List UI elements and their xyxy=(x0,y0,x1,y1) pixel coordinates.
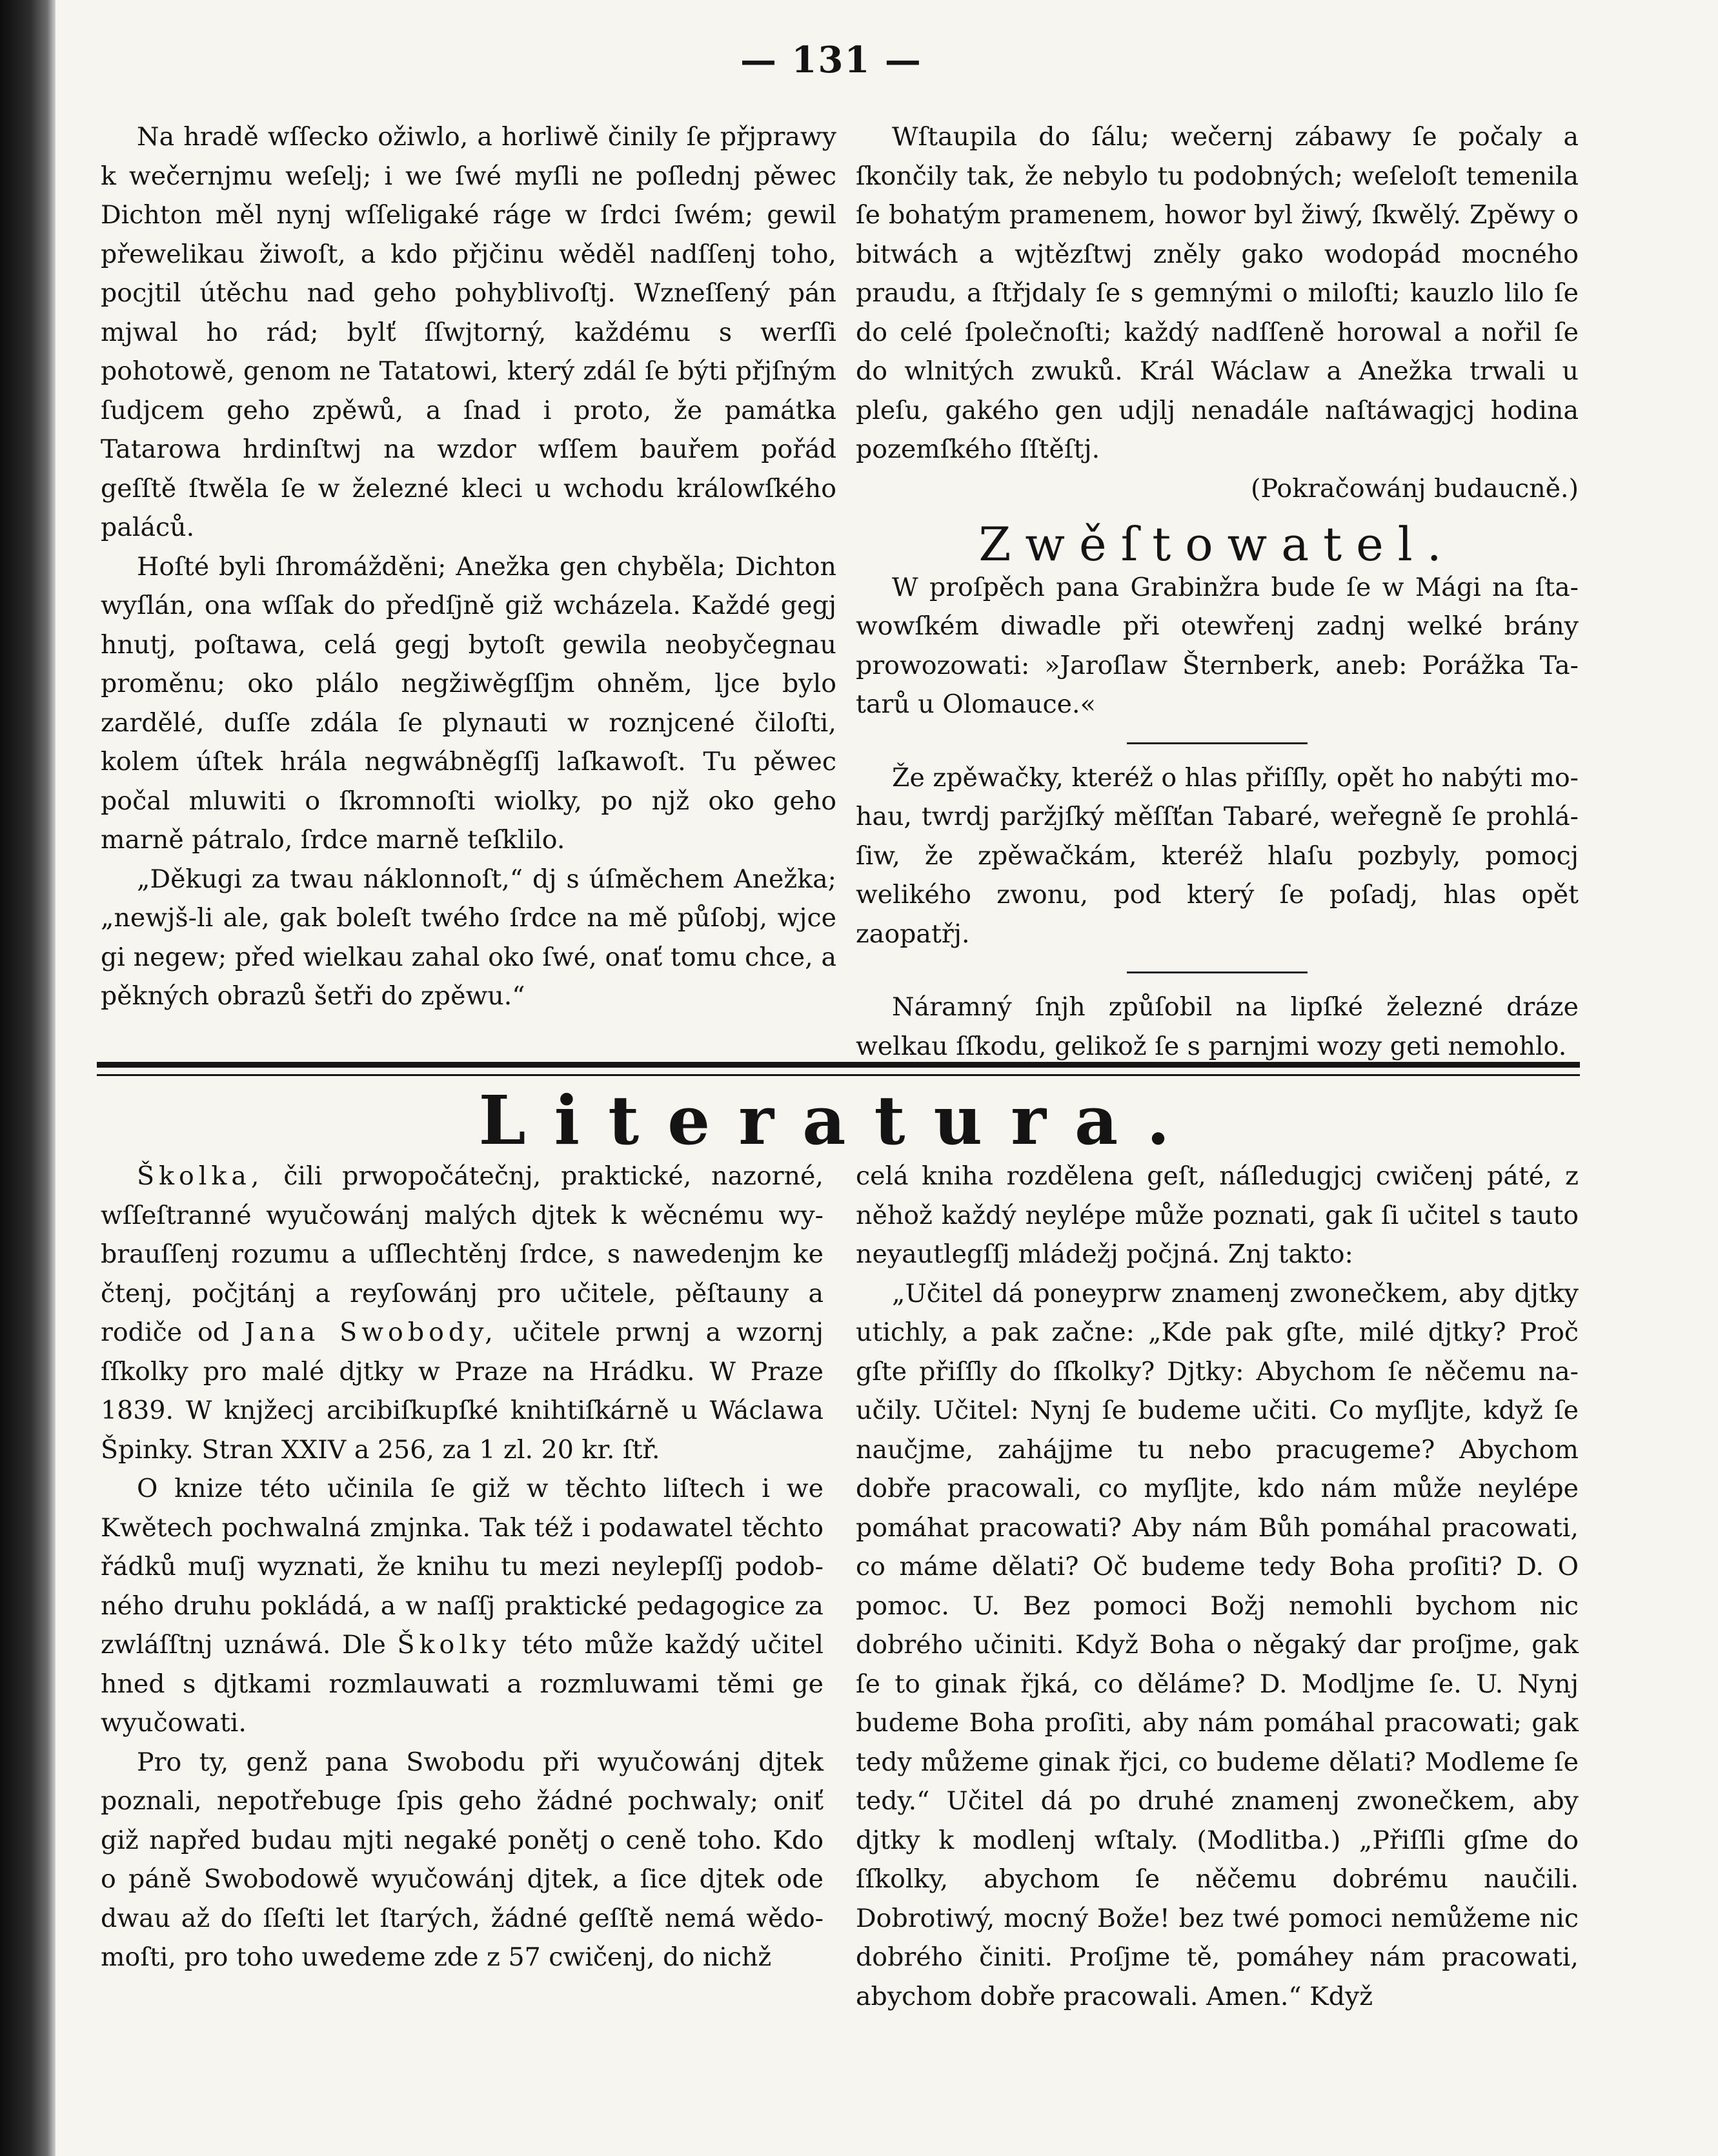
continuation-note: (Pokračowánj budaucně.) xyxy=(1251,473,1579,503)
page-number: — 131 — xyxy=(740,39,922,81)
section-rule-thin xyxy=(97,1074,1580,1076)
review-paragraph-3: Pro ty, genž pana Swobodu při wyučowánj djtek poznali, nepotřebuge ſpis geho žádné pochwaly; oniť giž napřed budau mjti negaké ponětj o ceně toho. Kdo o páně Swobodowě wyučowánj djtek, a ſice djtek ode dwau až do ſſeſti let ſtarých, žádné geſſtě nemá wědomoſti, pro toho uwedeme zde z 57 cwičenj, do nichž xyxy=(101,1747,824,1972)
story-ending: Wſtaupila do ſálu; wečernj zábawy ſe počaly a ſkončily tak, že nebylo tu podobných; weſeloſt temenila ſe bohatým pramenem, howor byl žiwý, ſkwělý. Zpěwy o bitwách a wjtězſtwj zněly gako wodopád mocného praudu, a ſtřjdaly ſe s gemnými o miloſti; kauzlo lilo ſe do celé ſpolečnoſti; každý nadſſeně horowal a nořil ſe do wlnitých zwuků. Král Wáclaw a Anežka trwali u pleſu, gakého gen udjlj nenadále naſtáwagjcj hodina pozemſkého ſſtěſtj. xyxy=(856,122,1579,464)
left-bottom-column xyxy=(101,1157,824,1977)
right-top-column xyxy=(856,117,1579,1066)
right-bottom-column xyxy=(856,1157,1579,2016)
news-item-1: W proſpěch pana Grabinžra bude ſe w Mági na ſtawowſkém diwadle při otewřenj zadnj welké brány prowozowati: »Jaroſlaw Šternberk, aneb: Porážka Tatarů u Olomauce.« xyxy=(856,572,1579,719)
left-top-column xyxy=(101,117,836,1016)
review-continuation: celá kniha rozdělena geſt, náſledugjcj cwičenj páté, z něhož každý neylépe může poznati, gak ſi učitel s tauto neyautlegſſj mládežj počjná. Znj takto: xyxy=(856,1161,1579,1269)
review-author: Jana Swobody, xyxy=(244,1317,498,1347)
review-paragraph-2 xyxy=(101,1469,824,1743)
binding-edge xyxy=(0,0,56,2156)
review-paragraph-2-text: O knize této učinila ſe giž w těchto liſtech i we Kwětech pochwalná zmjnka. Tak též i podawatel těchto řádků muſj wyznati, že knihu tu mezi neylepſſj podobného druhu pokládá, a w naſſj praktické pedagogice za zwláſſtnj uznáwá. Dle xyxy=(101,1474,824,1660)
story-paragraph-1: Na hradě wſſecko ožiwlo, a horliwě činily ſe přjprawy k wečernjmu weſelj; i we ſwé myſli ne poſlednj pěwec Dichton měl nynj wſſeligaké ráge w ſrdci ſwém; gewil přewelikau žiwoſt, a kdo přjčinu wěděl nadſſenj toho, pocjtil útěchu nad geho pohyblivoſtj. Wzneſſený pán mjwal ho rád; bylť ſſwjtorný, každému s werſſi pohotowě, genom ne Tatatowi, který zdál ſe býti přjſným ſudjcem geho zpěwů, a ſnad i proto, že památka Tatarowa hrdinſtwj na wzdor wſſem bauřem pořád geſſtě ſtwěla ſe w železné kleci u wchodu králowſkého paláců. xyxy=(101,122,836,542)
news-divider-2 xyxy=(1127,971,1308,973)
literature-banner: Literatura. xyxy=(478,1081,1198,1160)
review-paragraph-2-end: této může každý učitel hned s djtkami rozmlauwati a rozmluwami těmi ge wyučowati. xyxy=(101,1630,824,1738)
story-paragraph-3: „Děkugi za twau náklonnoſt,“ dj s úſměchem Anežka; „newjš-li ale, gak boleſt twého ſrdce na mě půſobj, wjce gi negew; před wielkau zahal oko ſwé, onať tomu chce, a pěkných obrazů šetři do zpěwu.“ xyxy=(101,864,836,1011)
skolky-reference: Školky xyxy=(397,1630,511,1660)
section-rule-thick xyxy=(97,1062,1580,1068)
review-citation xyxy=(101,1157,824,1469)
review-details: učitele prwnj a wzornj ſſkolky pro malé djtky w Praze na Hrádku. W Praze 1839. W knjžecj arcibiſkupſké knihtiſkárně u Wáclawa Špinky. Stran XXIV a 256, za 1 zl. 20 kr. ſtř. xyxy=(101,1317,824,1465)
review-title: Školka, xyxy=(137,1161,264,1191)
news-item-3: Náramný ſnjh způſobil na lipſké železné dráze welkau ſſkodu, gelikož ſe s parnjmi wozy geti nemohlo. xyxy=(856,992,1579,1061)
section-heading-news: Zwěſtowatel. xyxy=(978,517,1456,571)
story-paragraph-2: Hoſté byli ſhromážděni; Anežka gen chyběla; Dichton wyſlán, ona wſſak do předſjně giž wcházela. Každé gegj hnutj, poſtawa, celá gegj bytoſt gewila neobyčegnau proměnu; oko plálo negžiwěgſſjm ohněm, ljce bylo zardělé, duſſe zdála ſe plynauti w roznjcené čiloſti, kolem úſtek hrála negwábněgſſj laſkawoſt. Tu pěwec počal mluwiti o ſkromnoſti wiolky, po njž oko geho marně pátralo, ſrdce marně teſklilo. xyxy=(101,551,836,855)
news-divider-1 xyxy=(1127,742,1308,744)
news-item-2: Že zpěwačky, kteréž o hlas přiſſly, opět ho nabýti mohau, twrdj paržjſký měſſťan Tabaré, weřegně ſe prohláſiw, že zpěwačkám, kteréž hlaſu pozbyly, pomocj welikého zwonu, pod který ſe poſadj, hlas opět zaopatřj. xyxy=(856,762,1579,949)
lesson-excerpt: „Učitel dá poneyprw znamenj zwonečkem, aby djtky utichly, a pak začne: „Kde pak gſte, milé djtky? Proč gſte přiſſly do ſſkolky? Djtky: Abychom ſe něčemu naučily. Učitel: Nynj ſe budeme učiti. Co myſljte, když ſe naučjme, zahájjme tu nebo pracugeme? Abychom dobře pracowali, co myſljte, kdo nám může neylépe pomáhat pracowati? Aby nám Bůh pomáhal pracowati, co máme dělati? Oč budeme tedy Boha proſiti? D. O pomoc. U. Bez pomoci Božj nemohli bychom nic dobrého učiniti. Když Boha o něgaký dar proſjme, gak ſe to ginak řjká, co děláme? D. Modljme ſe. U. Nynj budeme Boha proſiti, aby nám pomáhal pracowati; gak tedy můžeme ginak řjci, co budeme dělati? Modleme ſe tedy.“ Učitel dá po druhé znamenj zwonečkem, aby djtky k modlenj wſtaly. (Modlitba.) „Přiſſli gſme do ſſkolky, abychom ſe něčemu dobrému naučili. Dobrotiwý, mocný Bože! bez twé pomoci nemůžeme nic dobrého činiti. Proſjme tě, pomáhey nám pracowati, abychom dobře pracowali. Amen.“ Když xyxy=(856,1278,1579,2011)
review-intro: čili prwopočátečnj, praktické, nazorné, wſſeſtranné wyučowánj malých djtek k wěcnému wybrauſſenj rozumu a uſſlechtěnj ſrdce, s nawedenjm ke čtenj, počjtánj a reyſowánj pro učitele, pěſtauny a rodiče od xyxy=(101,1161,824,1347)
